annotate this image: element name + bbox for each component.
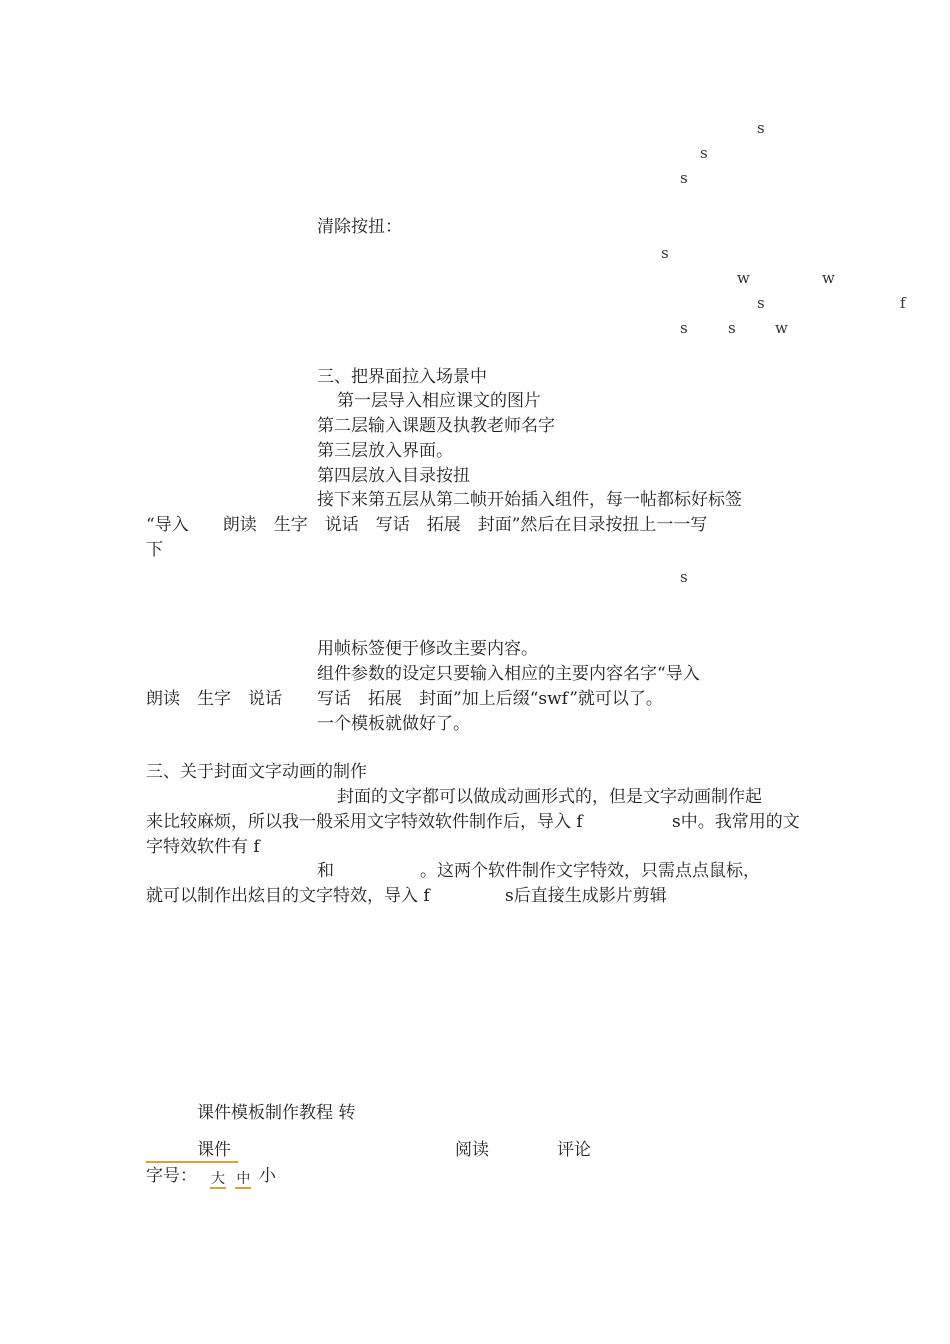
paragraph-line: 。这两个软件制作文字特效，只需点点鼠标， bbox=[420, 861, 760, 881]
read-count-label[interactable]: 阅读 bbox=[455, 1140, 489, 1160]
paragraph-line: 封面的文字都可以做成动画形式的，但是文字动画制作起 bbox=[337, 787, 762, 807]
paragraph-line: 用帧标签便于修改主要内容。 bbox=[317, 639, 538, 659]
layer-step: 第三层放入界面。 bbox=[317, 441, 453, 461]
labels-line-end: 下 bbox=[146, 540, 163, 560]
clear-button-heading: 清除按扭： bbox=[317, 217, 402, 237]
paragraph-line: 字特效软件有 f bbox=[146, 837, 260, 857]
category-underline bbox=[146, 1161, 238, 1163]
labels-line: “导入 朗读 生字 说话 写话 拓展 封面”然后在目录按扭上一一写 bbox=[146, 515, 708, 535]
post-title: 课件模板制作教程 转 bbox=[197, 1103, 356, 1123]
stray-char: s bbox=[680, 169, 688, 187]
font-size-large-link[interactable]: 大 bbox=[211, 1171, 225, 1187]
stray-char: s bbox=[700, 144, 708, 162]
layer-step: 第一层导入相应课文的图片 bbox=[337, 391, 541, 411]
font-size-label: 字号： bbox=[146, 1166, 197, 1186]
layer-step: 第四层放入目录按扭 bbox=[317, 466, 470, 486]
paragraph-line: 朗读 生字 说话 bbox=[146, 689, 282, 709]
layer-step: 接下来第五层从第二帧开始插入组件，每一帖都标好标签 bbox=[317, 490, 742, 510]
stray-char: w bbox=[737, 269, 750, 287]
section-heading: 三、把界面拉入场景中 bbox=[317, 367, 487, 387]
paragraph-line: 就可以制作出炫目的文字特效，导入 f bbox=[146, 886, 430, 906]
paragraph-line: 一个模板就做好了。 bbox=[317, 714, 470, 734]
stray-char: s bbox=[661, 244, 669, 262]
font-size-options bbox=[210, 1168, 251, 1189]
paragraph-line: 来比较麻烦，所以我一般采用文字特效软件制作后，导入 f bbox=[146, 812, 583, 832]
stray-char: s bbox=[757, 119, 765, 137]
stray-char: s bbox=[680, 319, 688, 337]
section-heading: 三、关于封面文字动画的制作 bbox=[146, 762, 367, 782]
category-link[interactable]: 课件 bbox=[197, 1140, 231, 1160]
stray-char: w bbox=[822, 269, 835, 287]
font-size-medium-link[interactable]: 中 bbox=[236, 1171, 251, 1187]
stray-char: f bbox=[900, 294, 906, 312]
layer-step: 第二层输入课题及执教老师名字 bbox=[317, 416, 555, 436]
stray-char: s bbox=[757, 294, 765, 312]
paragraph-line: 写话 拓展 封面”加上后缀“swf”就可以了。 bbox=[317, 689, 663, 709]
stray-char: w bbox=[775, 319, 788, 337]
stray-char: s bbox=[728, 319, 736, 337]
font-size-small-link[interactable]: 小 bbox=[259, 1166, 276, 1186]
paragraph-line: s中。我常用的文 bbox=[672, 812, 800, 832]
stray-char: s bbox=[680, 568, 688, 586]
comment-label[interactable]: 评论 bbox=[557, 1140, 591, 1160]
paragraph-line: 组件参数的设定只要输入相应的主要内容名字“导入 bbox=[317, 664, 700, 684]
paragraph-line: s后直接生成影片剪辑 bbox=[505, 886, 667, 906]
paragraph-line: 和 bbox=[317, 861, 334, 881]
